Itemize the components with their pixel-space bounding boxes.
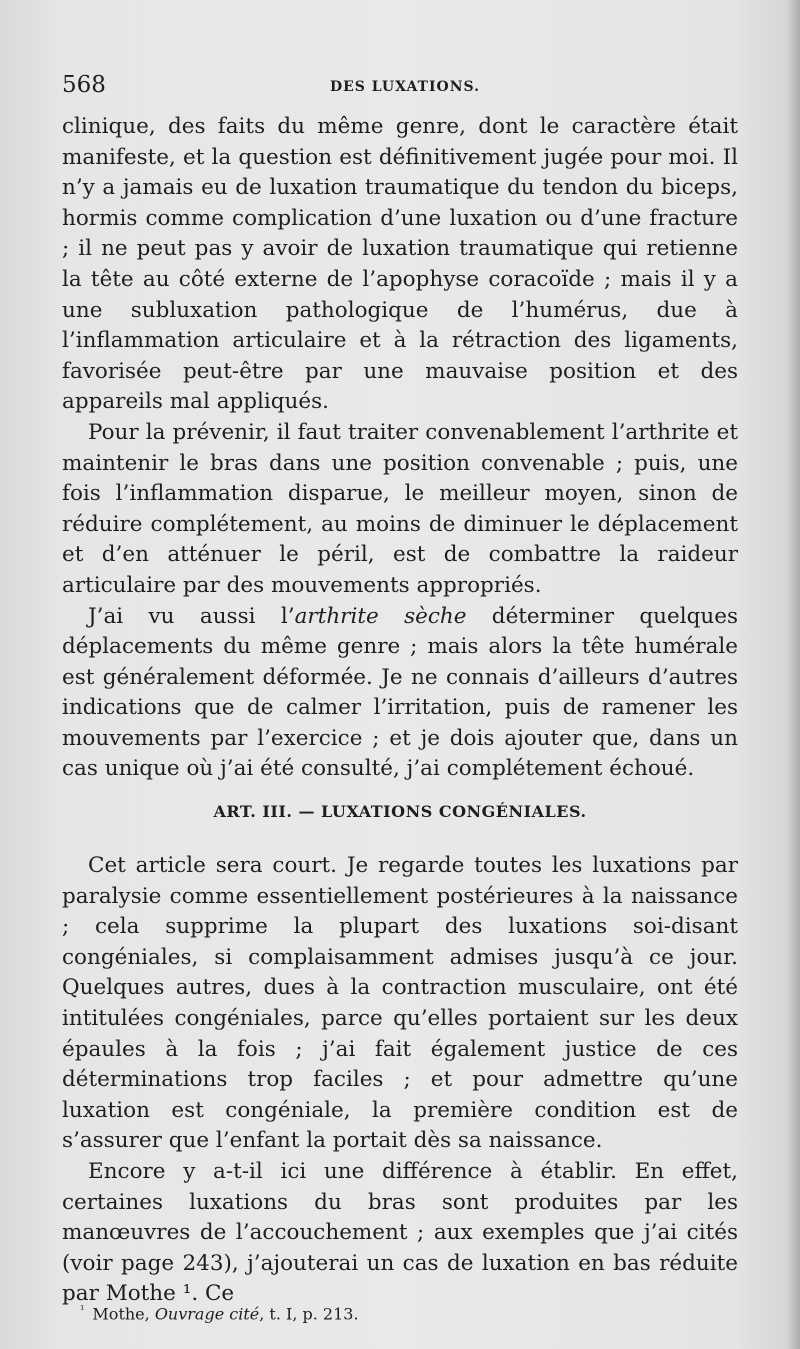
page-number: 568 [62, 72, 106, 98]
footnote-work: Ouvrage cité [154, 1304, 260, 1324]
paragraph-prevention: Pour la prévenir, il faut traiter convenablement l’arthrite et maintenir le bras dans une position convenable ; puis, une fois l’inflammation disparue, le meilleur moyen, sinon de réduire complétement, au moins de diminuer le déplacement et d’en atténuer le péril, est de combattre la raideur articulaire par des mouvements appropriés. [62, 419, 738, 598]
paragraph-continuation: clinique, des faits du même genre, dont le caractère était manifeste, et la question est définitivement jugée pour moi. Il n’y a jamais eu de luxation traumatique du tendon du biceps, hormis comme complication d’une luxation ou d’une fracture ; il ne peut pas y avoir de luxation traumatique qui retienne la tête au côté externe de l’apophyse coracoïde ; mais il y a une subluxation pathologique de l’humérus, due à l’inflammation articulaire et à la rétraction des ligaments, favorisée peut-être par une mauvaise position et des appareils mal appliqués. [62, 114, 738, 415]
footnote-author: Mothe, [92, 1304, 155, 1324]
running-head: DES LUXATIONS. [330, 79, 480, 95]
paragraph-difference: Encore y a-t-il ici une différence à établir. En effet, certaines luxations du bras sont produites par les manœuvres de l’accouchement ; aux exemples que j’ai cités (voir page 243), j’ajouterai un cas de luxation en bas réduite par Mothe ¹. Ce [62, 1158, 738, 1307]
footnote-marker: ¹ [80, 1303, 85, 1316]
footnote [80, 1303, 720, 1323]
section-heading: ART. III. — LUXATIONS CONGÉNIALES. [213, 802, 587, 821]
page-header [62, 72, 738, 102]
body-text-lower [62, 851, 738, 1310]
page-gutter-shadow [786, 0, 800, 1349]
paragraph-article-intro: Cet article sera court. Je regarde toutes les luxations par paralysie comme essentiellement postérieures à la naissance ; cela supprime la plupart des luxations soi-disant congéniales, si complaisamment admises jusqu’à ce jour. Quelques autres, dues à la contraction musculaire, ont été intitulées congéniales, parce qu’elles portaient sur les deux épaules à la fois ; j’ai fait également justice de ces déterminations trop faciles ; et pour admettre qu’une luxation est congéniale, la première condition est de s’assurer que l’enfant la portait dès sa naissance. [62, 853, 738, 1154]
paragraph-text: déterminer quelques déplacements du même genre ; mais alors la tête humérale est généralement déformée. Je ne connais d’ailleurs d’autres indications que de calmer l’irritation, puis de ramener les mouvements par l’exercice ; et je dois ajouter que, dans un cas unique où j’ai été consulté, j’ai complétement échoué. [62, 603, 738, 782]
paragraph-text: J’ai vu aussi l’ [88, 603, 295, 629]
footnote-reference: , t. I, p. 213. [259, 1304, 359, 1324]
italic-term: arthrite sèche [294, 603, 467, 629]
body-text-upper [62, 112, 738, 785]
paragraph-arthrite-seche [62, 602, 738, 786]
